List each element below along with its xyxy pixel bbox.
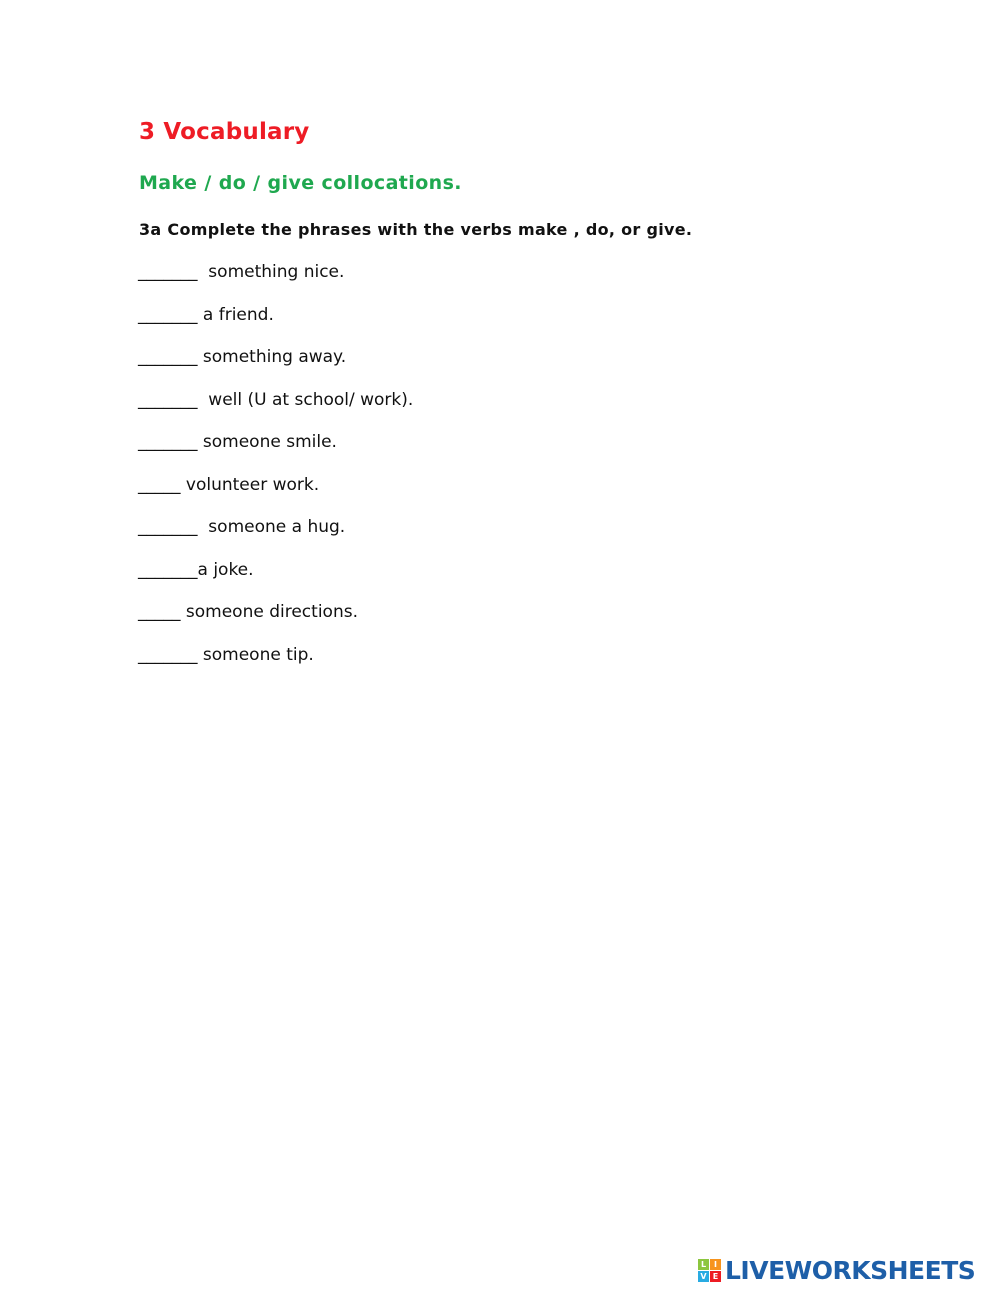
phrase-item-9: _____ someone directions. (138, 602, 358, 622)
logo-blocks-icon (698, 1259, 721, 1282)
logo-block-v: V (698, 1271, 709, 1282)
phrase-item-8: _______a joke. (138, 560, 254, 580)
phrase-item-5: _______ someone smile. (138, 432, 337, 452)
phrase-item-3: _______ something away. (138, 347, 347, 367)
exercise-instruction: 3a Complete the phrases with the verbs make , do, or give. (139, 220, 693, 239)
phrase-item-4: _______ well (U at school/ work). (138, 390, 414, 410)
phrase-item-6: _____ volunteer work. (138, 475, 320, 495)
worksheet-subtitle: Make / do / give collocations. (139, 172, 462, 194)
liveworksheets-logo (698, 1256, 975, 1284)
phrase-item-10: _______ someone tip. (138, 645, 314, 665)
logo-block-i: I (710, 1259, 721, 1270)
worksheet-title: 3 Vocabulary (139, 119, 310, 145)
phrase-item-7: _______ someone a hug. (138, 517, 346, 537)
logo-wordmark: LIVEWORKSHEETS (725, 1255, 976, 1285)
logo-block-e: E (710, 1271, 721, 1282)
logo-block-l: L (698, 1259, 709, 1270)
phrase-item-1: _______ something nice. (138, 262, 345, 282)
phrase-item-2: _______ a friend. (138, 305, 274, 325)
